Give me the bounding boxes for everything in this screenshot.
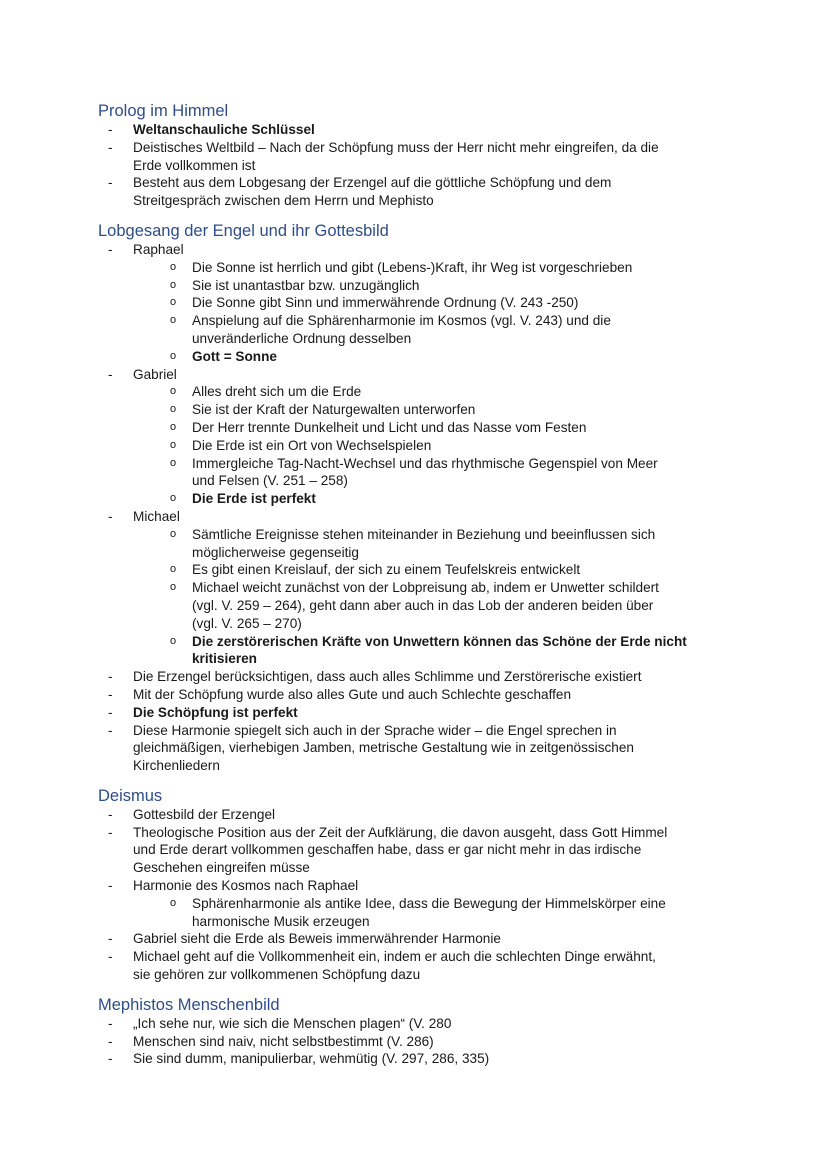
list-item-text: Die Erde ist ein Ort von Wechselspielen [192,437,432,453]
dash-bullet-icon: - [108,704,113,720]
sub-list-item [98,561,738,579]
list-item-text: kritisieren [192,651,257,667]
list-item-text: möglicherweise gegenseitig [192,544,359,560]
list-item-text: Sie sind dumm, manipulierbar, wehmütig (V. 297, 286, 335) [133,1051,490,1067]
dash-bullet-icon: - [108,1033,113,1049]
list-item-text: Gottesbild der Erzengel [133,806,276,822]
list-item [98,704,738,722]
list-item-text: Sämtliche Ereignisse stehen miteinander in Beziehung und beeinflussen sich [192,526,656,542]
list-item [98,139,738,175]
dash-bullet-icon: - [108,949,113,965]
circle-bullet-icon: o [170,563,177,576]
circle-bullet-icon: o [170,278,177,291]
sub-list-item [98,490,738,508]
list-item [98,508,738,526]
list-item [98,1050,738,1068]
list-item-text: Raphael [133,241,184,257]
list-item-text: Kirchenliedern [133,758,220,774]
dash-bullet-icon: - [108,931,113,947]
dash-bullet-icon: - [108,122,113,137]
list-item-text: sie gehören zur vollkommenen Schöpfung dazu [133,967,421,983]
list-item-text: Michael [133,508,180,524]
dash-bullet-icon: - [108,669,113,685]
list-item-text: Die Sonne ist herrlich und gibt (Lebens-)Kraft, ihr Weg ist vorgeschrieben [192,259,633,275]
sub-list-item [98,383,738,401]
list-item [98,366,738,384]
list-item-text: Alles dreht sich um die Erde [192,384,362,400]
list-item [98,877,738,895]
dash-bullet-icon: - [108,722,113,738]
list-item-text: „Ich sehe nur, wie sich die Menschen plagen“ (V. 280 [133,1015,452,1031]
list-item-text: Die Erde ist perfekt [192,491,316,507]
circle-bullet-icon: o [170,527,177,540]
circle-bullet-icon: o [170,456,177,469]
list-item-text: und Erde derart vollkommen geschaffen habe, dass er gar nicht mehr in das irdische [133,842,642,858]
section-heading: Deismus [98,786,163,805]
list-item-text: Mit der Schöpfung wurde also alles Gute und auch Schlechte geschaffen [133,686,572,702]
circle-bullet-icon: o [170,403,177,416]
sub-list-item [98,455,738,491]
dash-bullet-icon: - [108,139,113,155]
list-item-text: Besteht aus dem Lobgesang der Erzengel auf die göttliche Schöpfung und dem [133,175,612,191]
list-item-text: gleichmäßigen, vierhebigen Jamben, metrische Gestaltung wie in zeitgenössischen [133,740,634,756]
dash-bullet-icon: - [108,1051,113,1067]
section-heading: Mephistos Menschenbild [98,995,280,1014]
list-item-text: Immergleiche Tag-Nacht-Wechsel und das rhythmische Gegenspiel von Meer [192,455,658,471]
sub-list-item [98,526,738,562]
list-item [98,241,738,259]
list-item-text: Streitgespräch zwischen dem Herrn und Mephisto [133,193,434,209]
list-item [98,806,738,824]
list-item-text: Michael geht auf die Vollkommenheit ein, indem er auch die schlechten Dinge erwähnt, [133,949,656,965]
list-item-text: (vgl. V. 259 – 264), geht dann aber auch in das Lob der anderen beiden über [192,597,654,613]
circle-bullet-icon: o [170,260,177,273]
circle-bullet-icon: o [170,581,177,594]
sub-list-item [98,579,738,632]
list-item [98,686,738,704]
list-item-text: harmonische Musik erzeugen [192,913,370,929]
sub-list-item [98,294,738,312]
list-item-text: Gabriel sieht die Erde als Beweis immerwährender Harmonie [133,931,501,947]
list-item-text: Sphärenharmonie als antike Idee, dass die Bewegung der Himmelskörper eine [192,895,666,911]
list-item-text: Der Herr trennte Dunkelheit und Licht und das Nasse vom Festen [192,419,587,435]
list-item-text: Die Schöpfung ist perfekt [133,704,298,720]
dash-bullet-icon: - [108,1015,113,1031]
list-item-text: Gabriel [133,366,177,382]
list-item [98,668,738,686]
list-item-text: Weltanschauliche Schlüssel [133,122,315,137]
sub-list-item [98,259,738,277]
sub-list-item [98,895,738,931]
section-heading: Prolog im Himmel [98,102,229,120]
dash-bullet-icon: - [108,686,113,702]
dash-bullet-icon: - [108,824,113,840]
circle-bullet-icon: o [170,634,177,647]
list-item-text: Gott = Sonne [192,348,277,364]
list-item-text: Die Sonne gibt Sinn und immerwährende Ordnung (V. 243 -250) [192,295,579,311]
list-item-text: unveränderliche Ordnung desselben [192,330,412,346]
circle-bullet-icon: o [170,385,177,398]
document-page [98,101,738,1068]
list-item-text: Die Erzengel berücksichtigen, dass auch alles Schlimme und Zerstörerische existiert [133,669,642,685]
list-item [98,722,738,775]
list-item-text: Menschen sind naiv, nicht selbstbestimmt (V. 286) [133,1033,434,1049]
list-item [98,174,738,210]
sub-list-item [98,437,738,455]
sub-list-item [98,277,738,295]
list-item-text: (vgl. V. 265 – 270) [192,615,302,631]
dash-bullet-icon: - [108,878,113,894]
circle-bullet-icon: o [170,314,177,327]
sub-list-item [98,312,738,348]
dash-bullet-icon: - [108,508,113,524]
sub-list-item [98,633,738,669]
list-item-text: Sie ist unantastbar bzw. unzugänglich [192,277,420,293]
list-item-text: Die zerstörerischen Kräfte von Unwettern können das Schöne der Erde nicht [192,633,687,649]
dash-bullet-icon: - [108,241,113,257]
list-item [98,948,738,984]
list-item [98,930,738,948]
circle-bullet-icon: o [170,349,177,362]
circle-bullet-icon: o [170,896,177,909]
list-item-text: Theologische Position aus der Zeit der Aufklärung, die davon ausgeht, dass Gott Himmel [133,824,668,840]
list-item-text: Es gibt einen Kreislauf, der sich zu einem Teufelskreis entwickelt [192,562,581,578]
sub-list-item [98,419,738,437]
dash-bullet-icon: - [108,806,113,822]
dash-bullet-icon: - [108,175,113,191]
sub-list-item [98,348,738,366]
list-item-text: Geschehen eingreifen müsse [133,860,310,876]
list-item-text: Diese Harmonie spiegelt sich auch in der Sprache wider – die Engel sprechen in [133,722,617,738]
list-item-text: Deistisches Weltbild – Nach der Schöpfung muss der Herr nicht mehr eingreifen, da die [133,139,659,155]
list-item-text: Harmonie des Kosmos nach Raphael [133,878,359,894]
circle-bullet-icon: o [170,438,177,451]
list-item [98,824,738,877]
list-item-text: Michael weicht zunächst von der Lobpreisung ab, indem er Unwetter schildert [192,580,659,596]
circle-bullet-icon: o [170,492,177,505]
dash-bullet-icon: - [108,366,113,382]
list-item [98,121,738,139]
list-item-text: Erde vollkommen ist [133,157,256,173]
list-item-text: Anspielung auf die Sphärenharmonie im Kosmos (vgl. V. 243) und die [192,313,611,329]
circle-bullet-icon: o [170,296,177,309]
list-item-text: und Felsen (V. 251 – 258) [192,473,348,489]
section-heading: Lobgesang der Engel und ihr Gottesbild [98,221,389,240]
list-item [98,1033,738,1051]
sub-list-item [98,401,738,419]
list-item [98,1015,738,1033]
circle-bullet-icon: o [170,420,177,433]
list-item-text: Sie ist der Kraft der Naturgewalten unterworfen [192,402,476,418]
